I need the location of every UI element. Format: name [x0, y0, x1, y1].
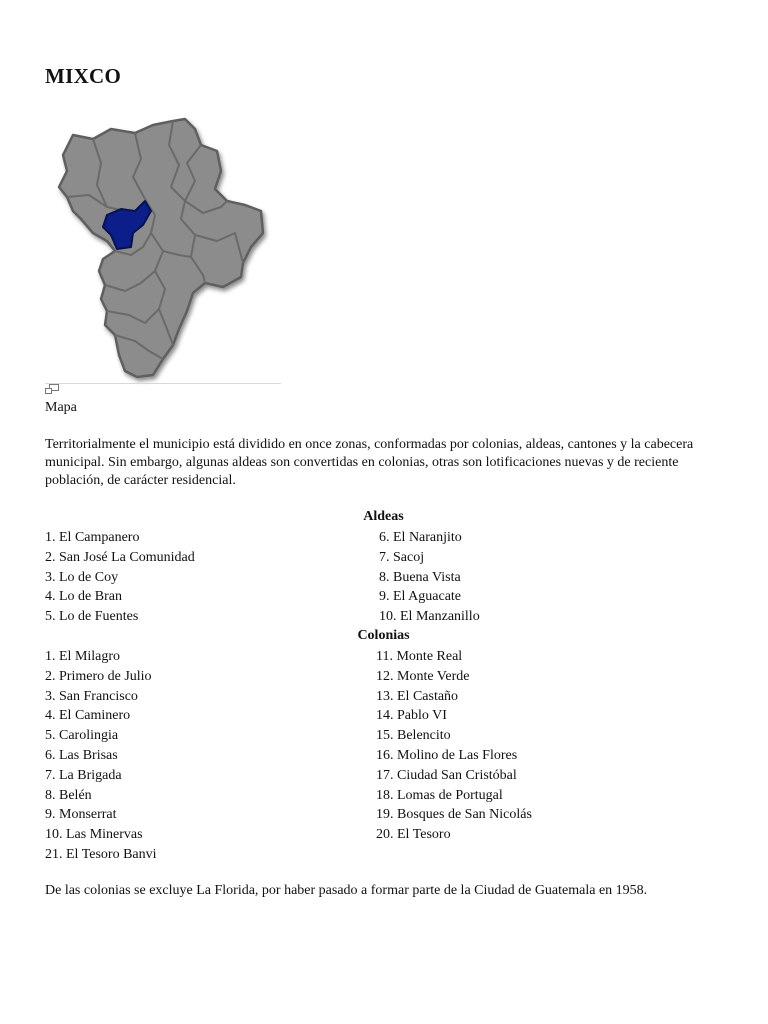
aldeas-heading: Aldeas — [363, 509, 404, 524]
footnote-paragraph: De las colonias se excluye La Florida, por haber pasado a formar parte de la Ciudad de Guatemala en 1958. — [45, 883, 648, 898]
aldeas-list-right — [379, 528, 480, 627]
aldeas-list-left — [45, 528, 195, 627]
aldea-item: 6. El Naranjito — [379, 530, 462, 545]
enlarge-icon[interactable] — [45, 384, 59, 394]
colonia-item: 21. El Tesoro Banvi — [45, 846, 157, 862]
colonia-item: 19. Bosques de San Nicolás — [376, 807, 532, 823]
colonia-item: 15. Belencito — [376, 728, 451, 744]
colonia-item: 20. El Tesoro — [376, 827, 451, 843]
page-title: MIXCO — [45, 64, 122, 88]
colonia-item: 2. Primero de Julio — [45, 668, 152, 684]
colonia-item: 8. Belén — [45, 787, 92, 803]
colonia-item: 12. Monte Verde — [376, 668, 470, 684]
map-caption: Mapa — [45, 400, 77, 415]
municipality-map — [45, 115, 281, 387]
aldea-item: 7. Sacoj — [379, 549, 425, 565]
colonia-item: 14. Pablo VI — [376, 708, 447, 724]
aldea-item: 4. Lo de Bran — [45, 589, 122, 605]
colonia-item: 5. Carolingia — [45, 728, 119, 744]
colonia-item: 17. Ciudad San Cristóbal — [376, 767, 517, 783]
aldea-item: 9. El Aguacate — [379, 589, 462, 605]
colonias-heading: Colonias — [357, 628, 410, 643]
aldea-item: 8. Buena Vista — [379, 569, 461, 585]
map-divider — [45, 383, 281, 384]
colonia-item: 4. El Caminero — [45, 708, 131, 724]
colonia-item: 18. Lomas de Portugal — [376, 787, 503, 803]
colonia-item: 13. El Castaño — [376, 688, 459, 704]
aldea-item: 1. El Campanero — [45, 530, 140, 545]
aldea-item: 5. Lo de Fuentes — [45, 609, 139, 625]
aldea-item: 3. Lo de Coy — [45, 569, 119, 585]
colonia-item: 9. Monserrat — [45, 807, 117, 823]
colonias-list-left — [45, 647, 157, 865]
colonias-list-right — [376, 647, 532, 845]
aldea-item: 10. El Manzanillo — [379, 609, 480, 625]
colonia-item: 6. Las Brisas — [45, 747, 118, 763]
map-image — [45, 115, 281, 387]
colonia-item: 7. La Brigada — [45, 767, 122, 783]
colonia-item: 10. Las Minervas — [45, 827, 143, 843]
aldea-item: 2. San José La Comunidad — [45, 549, 195, 565]
colonia-item: 1. El Milagro — [45, 649, 121, 664]
intro-paragraph: Territorialmente el municipio está dividido en once zonas, conformadas por colonias, aldeas, cantones y la cabecera municipal. Sin embargo, algunas aldeas son convertidas en colonias, otras son lotificaciones nuevas y de reciente población, de carácter residencial. — [45, 437, 694, 488]
colonia-item: 16. Molino de Las Flores — [376, 747, 518, 763]
colonia-item: 3. San Francisco — [45, 688, 138, 704]
colonia-item: 11. Monte Real — [376, 649, 463, 664]
